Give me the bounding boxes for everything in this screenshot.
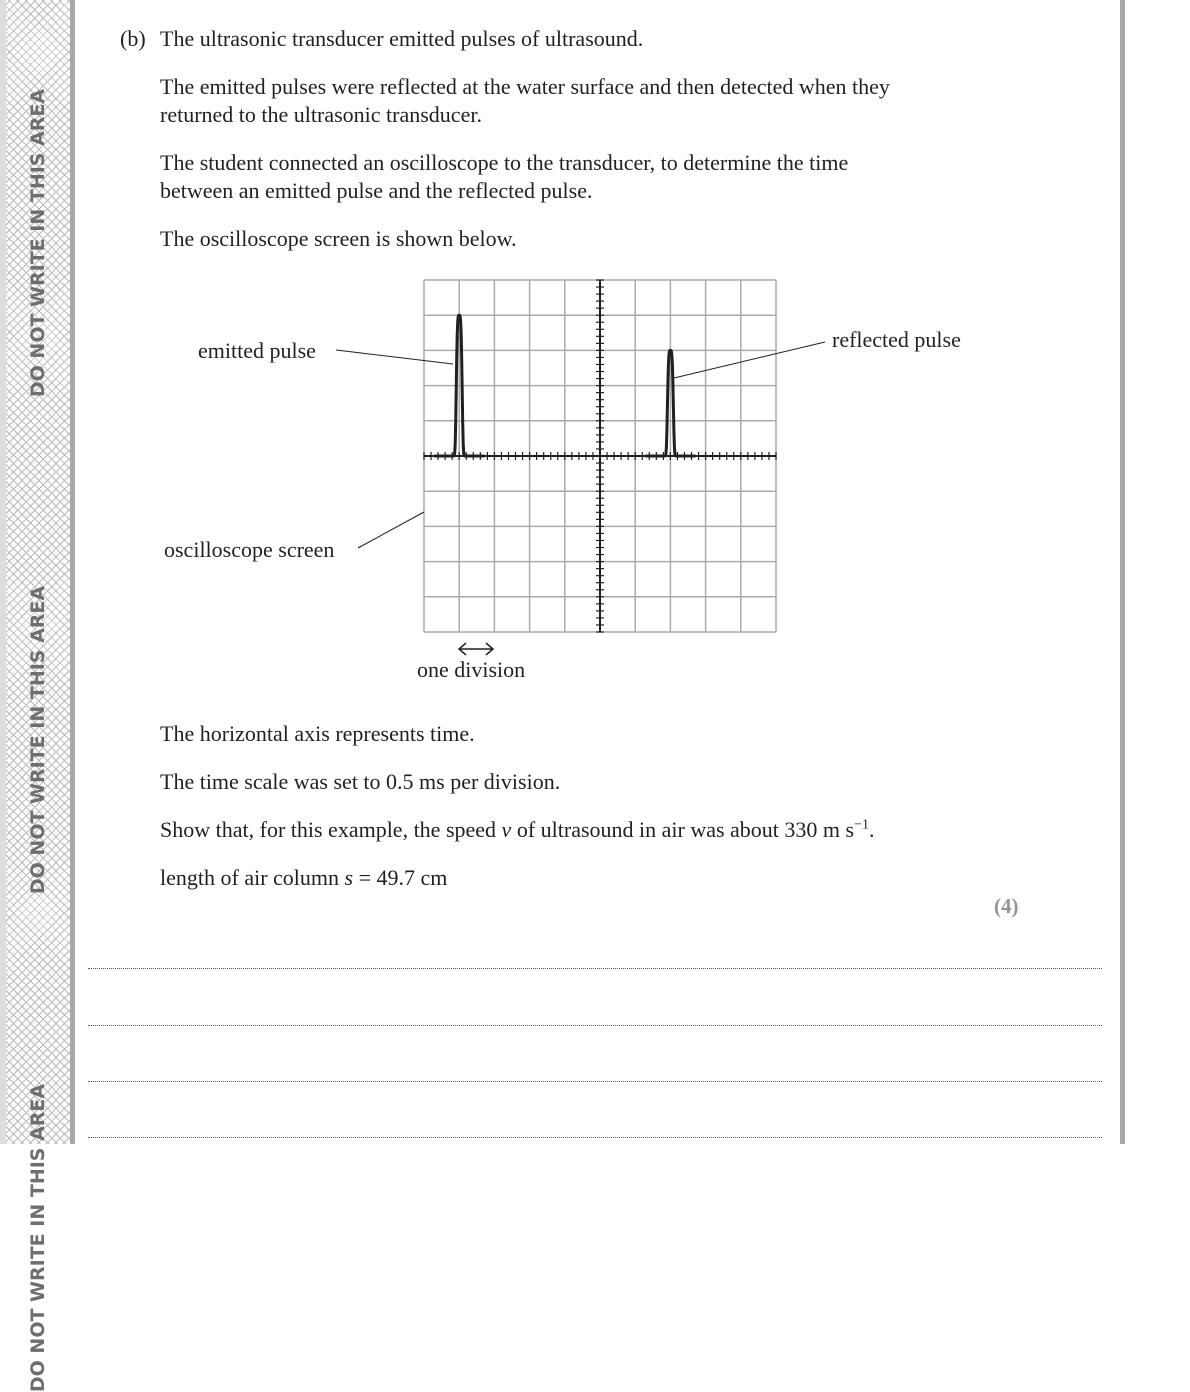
label-one-division: one division xyxy=(417,657,526,682)
paragraph: The emitted pulses were reflected at the water surface and then detected when they xyxy=(160,74,890,99)
double-arrow-icon xyxy=(459,643,493,655)
margin-warning: DO NOT WRITE IN THIS AREA xyxy=(27,585,49,895)
margin-warning: DO NOT WRITE IN THIS AREA xyxy=(27,88,49,398)
paragraph: The horizontal axis represents time. xyxy=(160,721,475,746)
answer-line[interactable] xyxy=(88,1081,1102,1082)
paragraph: Show that, for this example, the speed v of ultrasound in air was about 330 m $s^{-1}$. xyxy=(160,817,875,842)
paragraph: returned to the ultrasonic transducer. xyxy=(160,102,482,127)
label-emitted-pulse: emitted pulse xyxy=(198,338,316,363)
paragraph: The oscilloscope screen is shown below. xyxy=(160,226,517,251)
paragraph: between an emitted pulse and the reflected pulse. xyxy=(160,178,593,203)
leader-line xyxy=(358,512,424,548)
leader-line xyxy=(336,350,453,364)
margin-warning: DO NOT WRITE IN THIS AREA xyxy=(27,1083,49,1392)
answer-line[interactable] xyxy=(88,1025,1102,1026)
marks: (4) xyxy=(994,894,1019,918)
paragraph: The time scale was set to 0.5 ms per division. xyxy=(160,769,561,794)
intro-text: The ultrasonic transducer emitted pulses of ultrasound. xyxy=(160,26,644,51)
paragraph: length of air column s = 49.7 cm xyxy=(160,865,448,890)
label-reflected-pulse: reflected pulse xyxy=(832,327,961,352)
part-label: (b) xyxy=(120,26,146,51)
answer-line[interactable] xyxy=(88,1137,1102,1138)
answer-line[interactable] xyxy=(88,968,1102,969)
paragraph: The student connected an oscilloscope to the transducer, to determine the time xyxy=(160,150,849,175)
leader-line xyxy=(674,342,825,378)
label-oscilloscope-screen: oscilloscope screen xyxy=(164,537,335,562)
